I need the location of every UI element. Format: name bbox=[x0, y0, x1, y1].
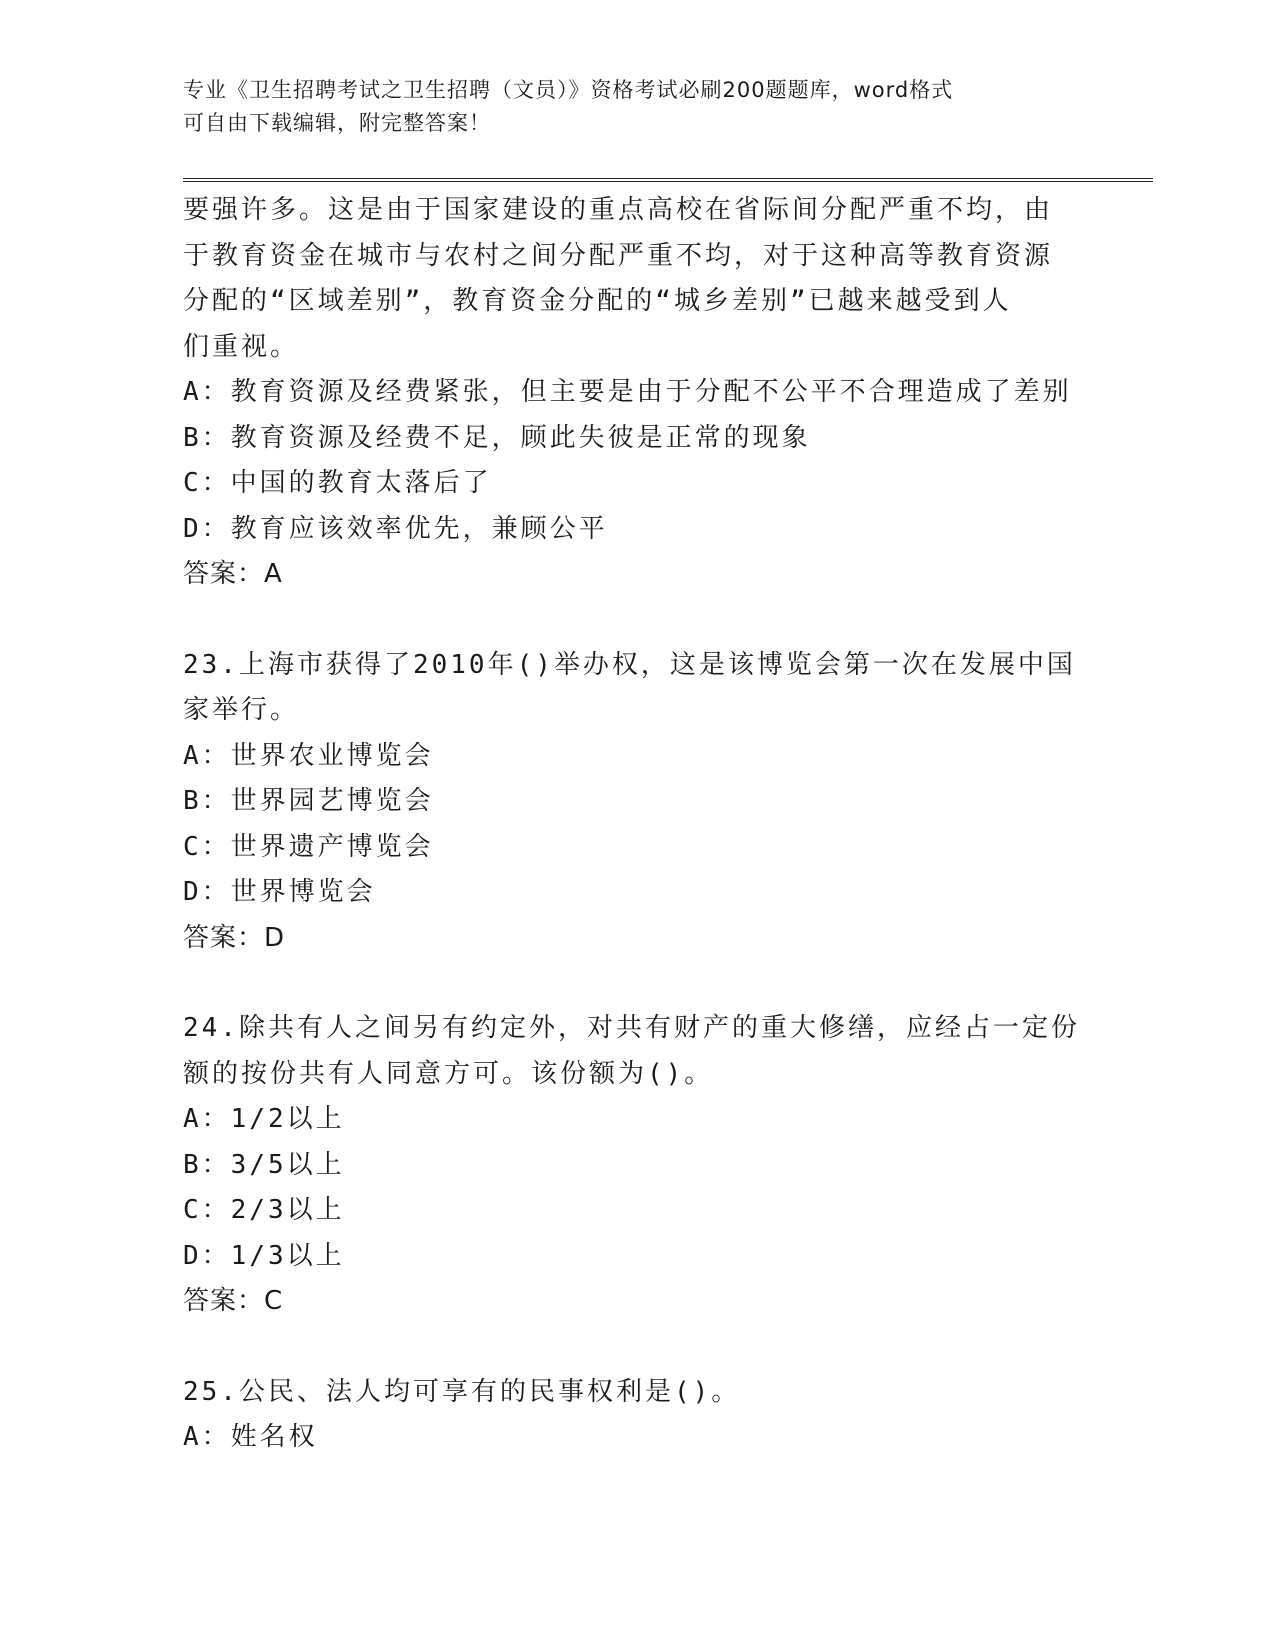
question-spacer bbox=[183, 598, 1063, 643]
option-d: D：世界博览会 bbox=[183, 877, 376, 907]
answer-line: 答案：C bbox=[183, 1286, 284, 1316]
option-c: C：世界遗产博览会 bbox=[183, 831, 434, 862]
question-spacer bbox=[183, 961, 1063, 1006]
question-text-line: 23.上海市获得了2010年()举办权，这是该博览会第一次在发展中国 bbox=[183, 649, 1076, 680]
option-d: D：教育应该效率优先，兼顾公平 bbox=[183, 513, 608, 544]
header-divider bbox=[183, 178, 1153, 182]
question-text-line: 们重视。 bbox=[183, 331, 300, 362]
option-a: A：1/2以上 bbox=[183, 1104, 345, 1134]
question-spacer bbox=[183, 1325, 1063, 1370]
question-24 bbox=[183, 1006, 1080, 1325]
answer-line: 答案：A bbox=[183, 559, 283, 589]
option-a: A：姓名权 bbox=[183, 1422, 318, 1452]
question-text-line: 额的按份共有人同意方可。该份额为()。 bbox=[183, 1058, 714, 1089]
document-header bbox=[183, 74, 1083, 140]
option-b: B：世界园艺博览会 bbox=[183, 786, 434, 816]
question-22-continuation bbox=[183, 188, 1072, 598]
answer-line: 答案：D bbox=[183, 922, 286, 953]
question-text-line: 于教育资金在城市与农村之间分配严重不均，对于这种高等教育资源 bbox=[183, 240, 1054, 271]
question-text-line: 24.除共有人之间另有约定外，对共有财产的重大修缮，应经占一定份 bbox=[183, 1013, 1080, 1043]
header-title-line-2: 可自由下载编辑，附完整答案！ bbox=[183, 111, 491, 135]
option-c: C：中国的教育太落后了 bbox=[183, 468, 492, 498]
option-c: C：2/3以上 bbox=[183, 1195, 345, 1225]
option-d: D：1/3以上 bbox=[183, 1240, 345, 1271]
option-b: B：3/5以上 bbox=[183, 1149, 345, 1180]
question-23 bbox=[183, 643, 1076, 962]
header-title-line-1: 专业《卫生招聘考试之卫生招聘（文员）》资格考试必刷200题题库，word格式 bbox=[183, 78, 954, 102]
question-text-line: 要强许多。这是由于国家建设的重点高校在省际间分配严重不均，由 bbox=[183, 195, 1054, 225]
question-text-line: 分配的“区域差别”，教育资金分配的“城乡差别”已越来越受到人 bbox=[183, 286, 1012, 316]
option-a: A：教育资源及经费紧张，但主要是由于分配不公平不合理造成了差别 bbox=[183, 377, 1072, 407]
option-a: A：世界农业博览会 bbox=[183, 740, 434, 771]
question-text-line: 25.公民、法人均可享有的民事权利是()。 bbox=[183, 1376, 741, 1407]
option-b: B：教育资源及经费不足，顾此失彼是正常的现象 bbox=[183, 422, 811, 453]
question-content bbox=[183, 188, 1080, 1461]
question-text-line: 家举行。 bbox=[183, 695, 300, 725]
question-25 bbox=[183, 1370, 1063, 1461]
